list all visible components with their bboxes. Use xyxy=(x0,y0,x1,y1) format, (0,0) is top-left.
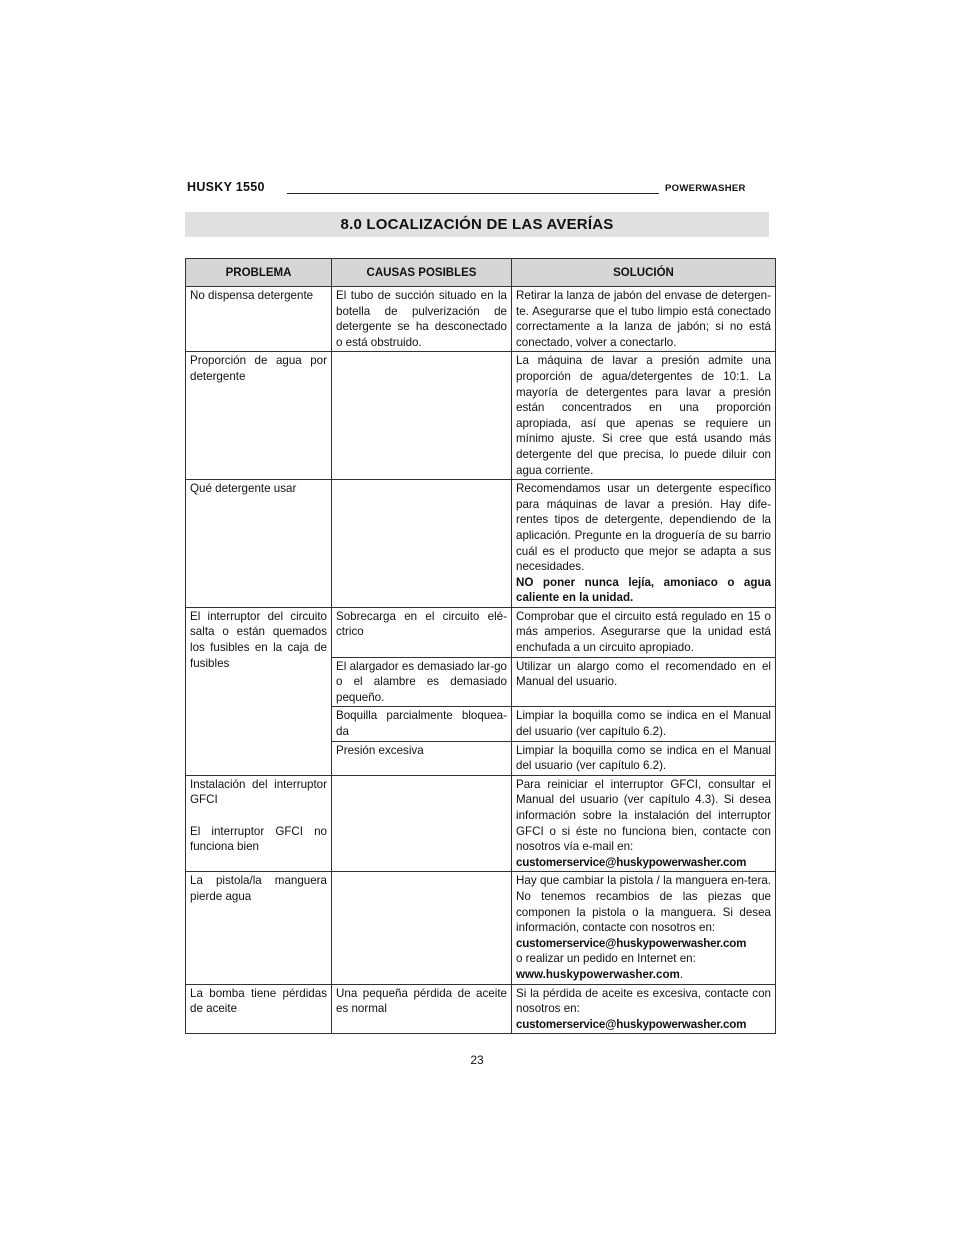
solution-cell xyxy=(512,775,776,872)
cause-cell xyxy=(332,872,512,984)
cause-cell xyxy=(332,480,512,608)
cause-cell: El tubo de succión situado en la botella de pulverización de detergente se ha desconectado o está obstruido. xyxy=(332,287,512,352)
column-header-problem: PROBLEMA xyxy=(186,259,332,287)
table-row xyxy=(186,872,776,984)
troubleshooting-table xyxy=(185,258,776,1034)
table-row xyxy=(186,287,776,352)
table-row xyxy=(186,984,776,1034)
manual-model-title: HUSKY 1550 xyxy=(187,180,265,194)
spacer xyxy=(190,808,327,824)
solution-text: Para reiniciar el interruptor GFCI, consultar el Manual del usuario (ver capítulo 4.3). Si desea información sobre la instalación del interruptor GFCI o si éste no funciona bien, contacte con nosotros vía e-mail en: xyxy=(516,777,771,854)
solution-cell: Comprobar que el circuito está regulado en 15 o más amperios. Asegurarse que la unidad está enchufada a un circuito apropiado. xyxy=(512,607,776,657)
page-number: 23 xyxy=(470,1053,484,1067)
table-row xyxy=(186,607,776,657)
problem-cell: Proporción de agua por detergente xyxy=(186,352,332,480)
solution-cell: Retirar la lanza de jabón del envase de detergen-te. Asegurarse que el tubo limpio está conectado correctamente a la lanza de jabón; si no está conectado, volver a conectarlo. xyxy=(512,287,776,352)
cause-cell: Presión excesiva xyxy=(332,741,512,775)
manual-brand-label: POWERWASHER xyxy=(665,183,746,194)
support-email: customerservice@huskypowerwasher.com xyxy=(516,936,747,950)
problem-cell xyxy=(186,775,332,872)
table-header-row xyxy=(186,259,776,287)
problem-text: Instalación del interruptor GFCI xyxy=(190,777,327,807)
table-row xyxy=(186,352,776,480)
cause-cell: Una pequeña pérdida de aceite es normal xyxy=(332,984,512,1034)
problem-cell: La bomba tiene pérdidas de aceite xyxy=(186,984,332,1034)
table-row xyxy=(186,480,776,608)
problem-cell: Qué detergente usar xyxy=(186,480,332,608)
website-url-suffix: . xyxy=(679,967,684,981)
solution-text-more: o realizar un pedido en Internet en: xyxy=(516,952,696,966)
cause-cell xyxy=(332,775,512,872)
solution-cell xyxy=(512,480,776,608)
solution-cell xyxy=(512,872,776,984)
problem-cell: No dispensa detergente xyxy=(186,287,332,352)
cause-cell: El alargador es demasiado lar-go o el alambre es demasiado pequeño. xyxy=(332,657,512,707)
solution-cell: Limpiar la boquilla como se indica en el Manual del usuario (ver capítulo 6.2). xyxy=(512,707,776,741)
section-title: 8.0 LOCALIZACIÓN DE LAS AVERÍAS xyxy=(340,216,614,233)
solution-cell: La máquina de lavar a presión admite una proporción de agua/detergentes de 10:1. La mayoría de detergentes para lavar a presión están concentrados en una proporción apropiada, así que apenas se requiere un mínimo ajuste. Si cree que está usando más detergente del que precisa, lo puede diluir con agua corriente. xyxy=(512,352,776,480)
problem-cell: La pistola/la manguera pierde agua xyxy=(186,872,332,984)
solution-cell: Limpiar la boquilla como se indica en el Manual del usuario (ver capítulo 6.2). xyxy=(512,741,776,775)
solution-text: Hay que cambiar la pistola / la manguera en-tera. No tenemos recambios de las piezas que componen la pistola o la manguera. Si desea información, contacte con nosotros en: xyxy=(516,874,771,935)
column-header-causes: CAUSAS POSIBLES xyxy=(332,259,512,287)
support-email: customerservice@huskypowerwasher.com xyxy=(516,1017,747,1031)
solution-text: Si la pérdida de aceite es excesiva, contacte con nosotros en: xyxy=(516,986,771,1016)
solution-text: Recomendamos usar un detergente específico para máquinas de lavar a presión. Hay dife-rentes tipos de detergente, dependiendo de la aplicación. Pregunte en la droguería de su barrio cuál es el producto que mejor se adapta a sus necesidades. xyxy=(516,482,771,574)
problem-text-secondary: El interruptor GFCI no funciona bien xyxy=(190,824,327,854)
support-email: customerservice@huskypowerwasher.com xyxy=(516,855,747,869)
solution-cell xyxy=(512,984,776,1034)
solution-cell: Utilizar un alargo como el recomendado en el Manual del usuario. xyxy=(512,657,776,707)
header-rule xyxy=(287,193,659,194)
column-header-solution: SOLUCIÓN xyxy=(512,259,776,287)
problem-cell: El interruptor del circuito salta o están quemados los fusibles en la caja de fusibles xyxy=(186,607,332,775)
cause-cell xyxy=(332,352,512,480)
website-url: www.huskypowerwasher.com xyxy=(516,967,680,981)
solution-warning: NO poner nunca lejía, amoniaco o agua caliente en la unidad. xyxy=(516,575,771,605)
section-heading-bar xyxy=(185,212,769,237)
cause-cell: Sobrecarga en el circuito elé-ctrico xyxy=(332,607,512,657)
cause-cell: Boquilla parcialmente bloquea-da xyxy=(332,707,512,741)
table-row xyxy=(186,775,776,872)
